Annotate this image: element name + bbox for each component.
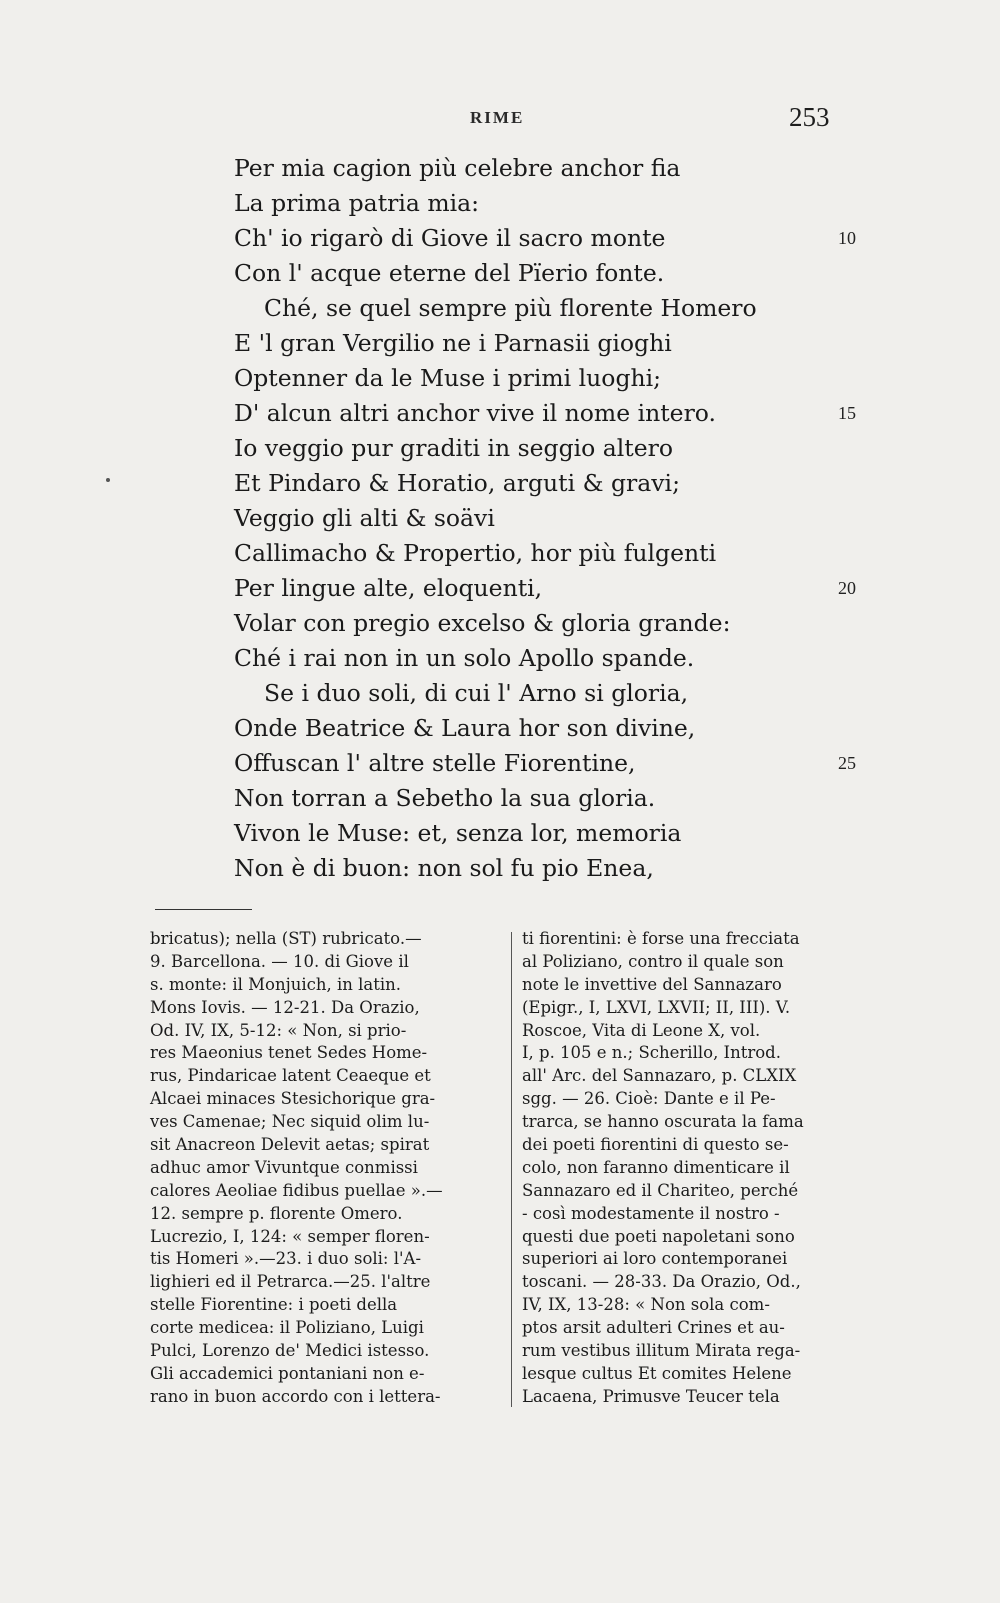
line-number: 10 bbox=[838, 228, 856, 248]
footnote-line: lesque cultus Et comites Helene bbox=[522, 1363, 792, 1383]
footnote-line: al Poliziano, contro il quale son bbox=[522, 951, 784, 971]
verse: D' alcun altri anchor vive il nome intero. bbox=[234, 399, 717, 427]
footnotes-left-column bbox=[150, 928, 500, 1409]
footnote-line: rus, Pindaricae latent Ceaeque et bbox=[150, 1066, 431, 1086]
footnote-line: ves Camenae; Nec siquid olim lu- bbox=[150, 1112, 430, 1132]
verse: E 'l gran Vergilio ne i Parnasii gioghi bbox=[234, 329, 672, 357]
footnote-line: note le invettive del Sannazaro bbox=[522, 974, 782, 994]
footnote-line: tis Homeri ».—23. i duo soli: l'A- bbox=[150, 1249, 422, 1269]
footnote-line: dei poeti fiorentini di questo se- bbox=[522, 1135, 789, 1155]
footnote-separator bbox=[155, 909, 252, 910]
footnote-line: (Epigr., I, LXVI, LXVII; II, III). V. bbox=[522, 997, 791, 1017]
line-number: 25 bbox=[838, 753, 856, 773]
verse: Onde Beatrice & Laura hor son divine, bbox=[234, 714, 696, 742]
verse: Se i duo soli, di cui l' Arno si gloria, bbox=[264, 679, 689, 707]
footnote-line: Lacaena, Primusve Teucer tela bbox=[522, 1386, 780, 1406]
poem-text bbox=[234, 151, 794, 886]
footnote-line: corte medicea: il Poliziano, Luigi bbox=[150, 1318, 424, 1338]
verse: Per mia cagion più celebre anchor fia bbox=[234, 154, 681, 182]
line-number: 20 bbox=[838, 578, 856, 598]
footnote-line: Alcaei minaces Stesichorique gra- bbox=[150, 1089, 436, 1109]
footnote-line: sgg. — 26. Cioè: Dante e il Pe- bbox=[522, 1089, 776, 1109]
verse: Optenner da le Muse i primi luoghi; bbox=[234, 364, 662, 392]
footnote-line: I, p. 105 e n.; Scherillo, Introd. bbox=[522, 1043, 781, 1063]
verse: Per lingue alte, eloquenti, bbox=[234, 574, 543, 602]
verse: Con l' acque eterne del Pïerio fonte. bbox=[234, 259, 665, 287]
verse: Ch' io rigarò di Giove il sacro monte bbox=[234, 224, 666, 252]
verse: Ché, se quel sempre più florente Homero bbox=[264, 294, 757, 322]
footnote-line: Sannazaro ed il Chariteo, perché bbox=[522, 1180, 799, 1200]
footnote-line: questi due poeti napoletani sono bbox=[522, 1226, 795, 1246]
line-number: 15 bbox=[838, 403, 856, 423]
footnote-line: 9. Barcellona. — 10. di Giove il bbox=[150, 951, 409, 971]
verse: Veggio gli alti & soävi bbox=[234, 504, 495, 532]
verse: Volar con pregio excelso & gloria grande: bbox=[234, 609, 731, 637]
footnote-line: s. monte: il Monjuich, in latin. bbox=[150, 974, 402, 994]
footnote-line: adhuc amor Vivuntque conmissi bbox=[150, 1157, 418, 1177]
verse: Io veggio pur graditi in seggio altero bbox=[234, 434, 674, 462]
footnote-line: all' Arc. del Sannazaro, p. CLXIX bbox=[522, 1066, 797, 1086]
footnote-line: res Maeonius tenet Sedes Home- bbox=[150, 1043, 428, 1063]
footnotes-right-column bbox=[522, 928, 877, 1409]
footnote-line: Pulci, Lorenzo de' Medici istesso. bbox=[150, 1341, 430, 1361]
footnote-line: bricatus); nella (ST) rubricato.— bbox=[150, 929, 422, 948]
page-number: 253 bbox=[789, 102, 830, 132]
verse: Offuscan l' altre stelle Fiorentine, bbox=[234, 749, 636, 777]
footnote-line: Od. IV, IX, 5-12: « Non, si prio- bbox=[150, 1020, 407, 1040]
verse: Callimacho & Propertio, hor più fulgenti bbox=[234, 539, 717, 567]
footnote-line: ptos arsit adulteri Crines et au- bbox=[522, 1318, 785, 1338]
footnote-line: sit Anacreon Delevit aetas; spirat bbox=[150, 1135, 430, 1155]
footnote-line: Mons Iovis. — 12-21. Da Orazio, bbox=[150, 997, 420, 1017]
footnote-line: ti fiorentini: è forse una frecciata bbox=[522, 929, 800, 948]
verse: La prima patria mia: bbox=[234, 189, 480, 217]
footnote-line: rum vestibus illitum Mirata regа- bbox=[522, 1341, 801, 1361]
footnote-line: lighieri ed il Petrarca.—25. l'altre bbox=[150, 1272, 431, 1292]
footnote-line: IV, IX, 13-28: « Non sola com- bbox=[522, 1295, 770, 1315]
footnote-line: rano in buon accordo con i lettera- bbox=[150, 1386, 441, 1406]
verse: Ché i rai non in un solo Apollo spande. bbox=[234, 644, 695, 672]
verse: Et Pindaro & Horatio, arguti & gravi; bbox=[234, 469, 680, 497]
footnote-line: calores Aeoliae fidibus puellae ».— bbox=[150, 1180, 443, 1200]
footnote-line: Gli accademici pontaniani non e- bbox=[150, 1363, 425, 1383]
verse: Vivon le Muse: et, senza lor, memoria bbox=[234, 819, 682, 847]
print-mark bbox=[106, 478, 110, 482]
running-header: RIME bbox=[470, 108, 525, 127]
footnote-line: colo, non faranno dimenticare il bbox=[522, 1157, 790, 1177]
footnote-line: - così modestamente il nostro - bbox=[522, 1203, 780, 1223]
footnote-line: toscani. — 28-33. Da Orazio, Od., bbox=[522, 1272, 801, 1292]
footnote-line: trarca, se hanno oscurata la fama bbox=[522, 1112, 804, 1132]
footnote-line: Lucrezio, I, 124: « semper floren- bbox=[150, 1226, 430, 1246]
footnote-line: 12. sempre p. florente Omero. bbox=[150, 1203, 403, 1223]
verse: Non è di buon: non sol fu pio Enea, bbox=[234, 854, 654, 882]
footnote-line: Roscoe, Vita di Leone X, vol. bbox=[522, 1020, 761, 1040]
footnote-line: stelle Fiorentine: i poeti della bbox=[150, 1295, 398, 1315]
column-divider bbox=[511, 932, 512, 1407]
footnote-line: superiori ai loro contemporanei bbox=[522, 1249, 788, 1269]
verse: Non torran a Sebetho la sua gloria. bbox=[234, 784, 656, 812]
